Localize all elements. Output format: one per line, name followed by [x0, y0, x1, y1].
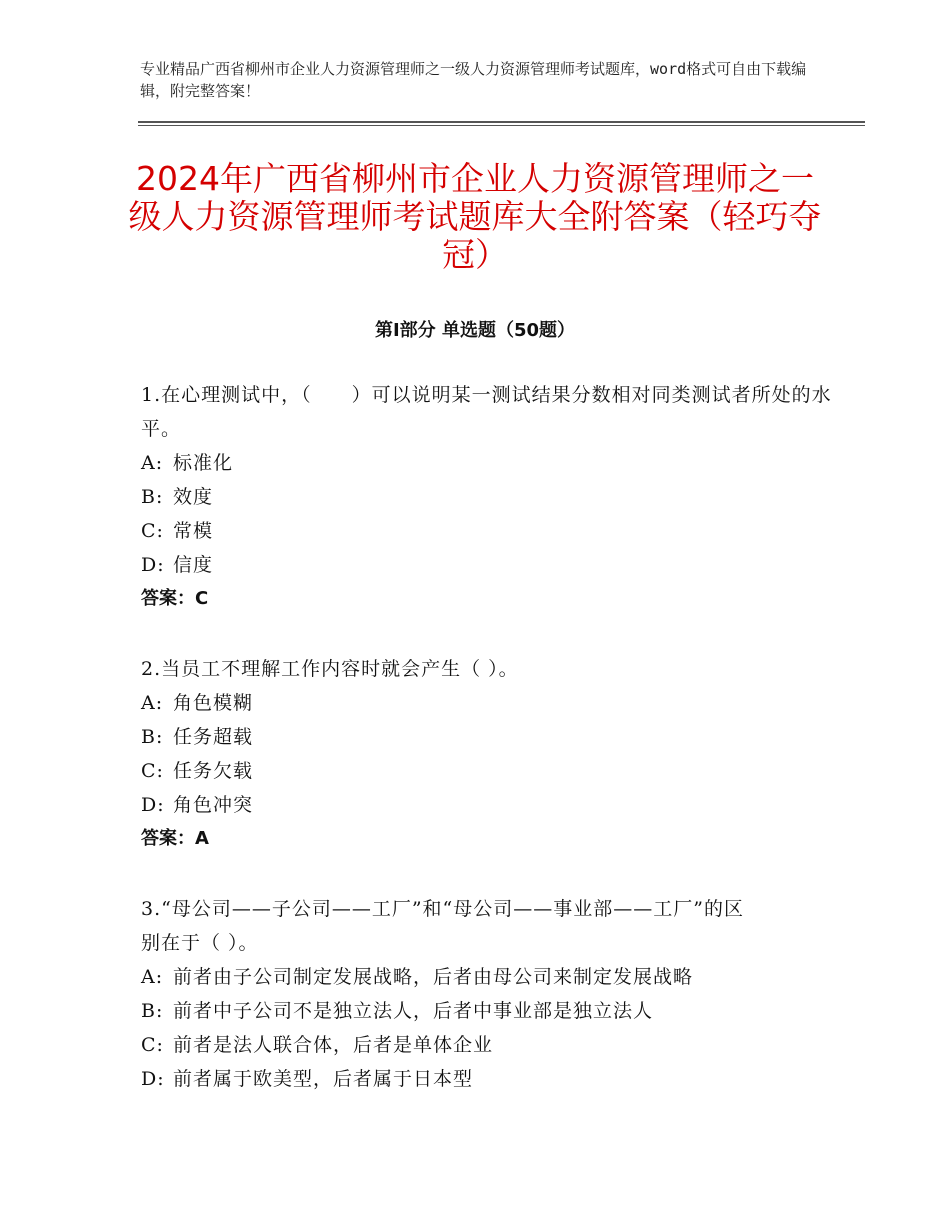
header-divider — [138, 121, 865, 123]
option-c — [141, 754, 841, 788]
option-text: 效度 — [173, 486, 214, 508]
option-text: 任务超载 — [173, 726, 254, 748]
option-text: 前者中子公司不是独立法人，后者中事业部是独立法人 — [173, 1000, 654, 1022]
option-label: D: — [141, 1068, 165, 1090]
option-label: A: — [141, 452, 164, 474]
option-c — [141, 514, 841, 548]
question-stem: 1.在心理测试中，（ ）可以说明某一测试结果分数相对同类测试者所处的水平。 — [141, 384, 832, 440]
page-title: 2024年广西省柳州市企业人力资源管理师之一级人力资源管理师考试题库大全附答案（轻巧夺冠） — [128, 159, 822, 274]
option-text: 角色冲突 — [173, 794, 254, 816]
option-label: D: — [141, 554, 165, 576]
option-label: B: — [141, 1000, 164, 1022]
option-label: B: — [141, 486, 164, 508]
answer-line: 答案：A — [141, 828, 209, 849]
header-note: 专业精品广西省柳州市企业人力资源管理师之一级人力资源管理师考试题库，word格式可自由下载编辑，附完整答案！ — [140, 60, 807, 100]
option-label: B: — [141, 726, 164, 748]
answer-line: 答案：C — [141, 588, 209, 609]
question-stem: 3.“母公司——子公司——工厂”和“母公司——事业部——工厂”的区别在于（ ）。 — [141, 898, 744, 954]
option-a — [141, 446, 841, 480]
option-d — [141, 788, 841, 822]
option-b — [141, 994, 841, 1028]
option-label: C: — [141, 760, 164, 782]
section-title: 第Ⅰ部分 单选题（50题） — [374, 320, 575, 341]
option-b — [141, 480, 841, 514]
option-text: 信度 — [173, 554, 214, 576]
option-text: 前者由子公司制定发展战略，后者由母公司来制定发展战略 — [173, 966, 694, 988]
option-a — [141, 960, 841, 994]
option-label: C: — [141, 520, 164, 542]
option-c — [141, 1028, 841, 1062]
option-label: D: — [141, 794, 165, 816]
option-d — [141, 1062, 841, 1096]
option-text: 前者是法人联合体，后者是单体企业 — [173, 1034, 494, 1056]
option-text: 标准化 — [173, 452, 234, 474]
option-text: 前者属于欧美型，后者属于日本型 — [173, 1068, 474, 1090]
option-a — [141, 686, 841, 720]
option-b — [141, 720, 841, 754]
option-text: 常模 — [173, 520, 214, 542]
question-1 — [141, 378, 841, 616]
option-label: A: — [141, 692, 164, 714]
option-label: A: — [141, 966, 164, 988]
question-3 — [141, 892, 841, 1096]
header-divider-thin — [138, 125, 865, 126]
option-text: 任务欠载 — [173, 760, 254, 782]
option-text: 角色模糊 — [173, 692, 254, 714]
option-label: C: — [141, 1034, 164, 1056]
option-d — [141, 548, 841, 582]
question-2 — [141, 652, 841, 856]
question-stem: 2.当员工不理解工作内容时就会产生（ ）。 — [141, 658, 519, 680]
